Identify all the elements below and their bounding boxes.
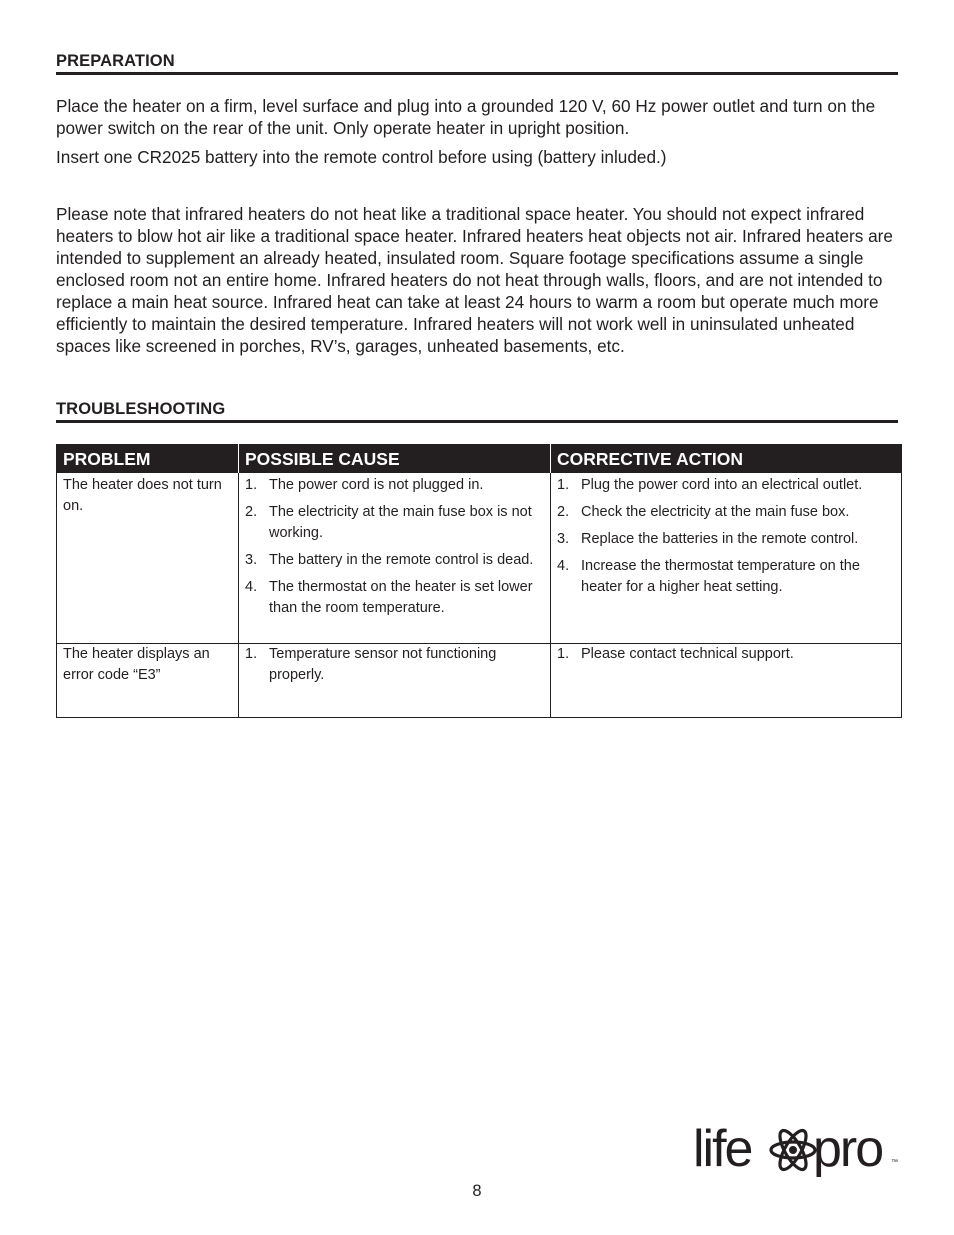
item-number: 1. [245,477,258,493]
item-text: The thermostat on the heater is set lower than the room temperature. [269,579,533,616]
action-cell [551,644,902,718]
atom-icon [771,1127,815,1173]
item-number: 3. [245,552,258,568]
list-item [245,644,544,686]
cause-list [245,644,544,686]
item-number: 2. [557,504,570,520]
item-number: 1. [557,477,570,493]
preparation-paragraph-2: Insert one CR2025 battery into the remote control before using (battery inluded.) [56,147,667,167]
list-item [245,475,544,496]
item-text: Check the electricity at the main fuse box. [581,504,850,520]
cause-list [245,475,544,619]
action-list [557,644,895,665]
preparation-heading: PREPARATION [56,52,898,75]
logo-word-pro: pro [813,1120,883,1178]
list-item [557,502,895,523]
item-number: 1. [557,646,570,662]
item-text: The battery in the remote control is dead. [269,552,534,568]
item-number: 4. [557,558,570,574]
cause-cell [239,644,551,718]
item-text: Please contact technical support. [581,646,794,662]
table-header-row [57,444,902,473]
item-text: Increase the thermostat temperature on the heater for a higher heat setting. [581,558,860,595]
list-item [245,502,544,544]
item-text: The power cord is not plugged in. [269,477,484,493]
list-item [245,550,544,571]
action-list [557,475,895,598]
table-row [57,644,902,718]
cause-cell [239,473,551,644]
item-text: Plug the power cord into an electrical outlet. [581,477,863,493]
infrared-note-paragraph: Please note that infrared heaters do not heat like a traditional space heater. You should not expect infrared heaters to blow hot air like a traditional space heater. Infrared heaters heat objects not air. Infrared heaters are intended to supplement an already heated, insulated room. Square footage specifications assume a single enclosed room not an entire home. Infrared heaters do not heat through walls, floors, and are not intended to replace a main heat source. Infrared heat can take at least 24 hours to warm a room but operate much more efficiently to maintain the desired temperature. Infrared heaters will not work well in uninsulated unheated spaces like screened in porches, RV’s, garages, unheated basements, etc. [56,204,893,356]
item-text: The electricity at the main fuse box is not working. [269,504,532,541]
list-item [557,556,895,598]
preparation-paragraph-1: Place the heater on a firm, level surface and plug into a grounded 120 V, 60 Hz power outlet and turn on the power switch on the rear of the unit. Only operate heater in upright position. [56,96,876,138]
item-text: Temperature sensor not functioning properly. [269,646,497,683]
list-item [557,529,895,550]
item-text: Replace the batteries in the remote control. [581,531,859,547]
item-number: 3. [557,531,570,547]
list-item [245,577,544,619]
item-number: 2. [245,504,258,520]
list-item [557,475,895,496]
column-header-problem: PROBLEM [57,444,239,473]
table-row [57,473,902,644]
problem-cell: The heater displays an error code “E3” [57,644,239,718]
problem-cell: The heater does not turn on. [57,473,239,644]
item-number: 4. [245,579,258,595]
trademark-symbol: ™ [891,1159,898,1166]
troubleshooting-heading: TROUBLESHOOTING [56,400,898,423]
action-cell [551,473,902,644]
item-number: 1. [245,646,258,662]
troubleshooting-table [56,444,902,718]
logo-word-life: life [693,1120,752,1178]
column-header-possible-cause: POSSIBLE CAUSE [239,444,551,473]
column-header-corrective-action: CORRECTIVE ACTION [551,444,902,473]
list-item [557,644,895,665]
lifepro-logo [693,1116,905,1182]
page-number: 8 [472,1182,482,1200]
